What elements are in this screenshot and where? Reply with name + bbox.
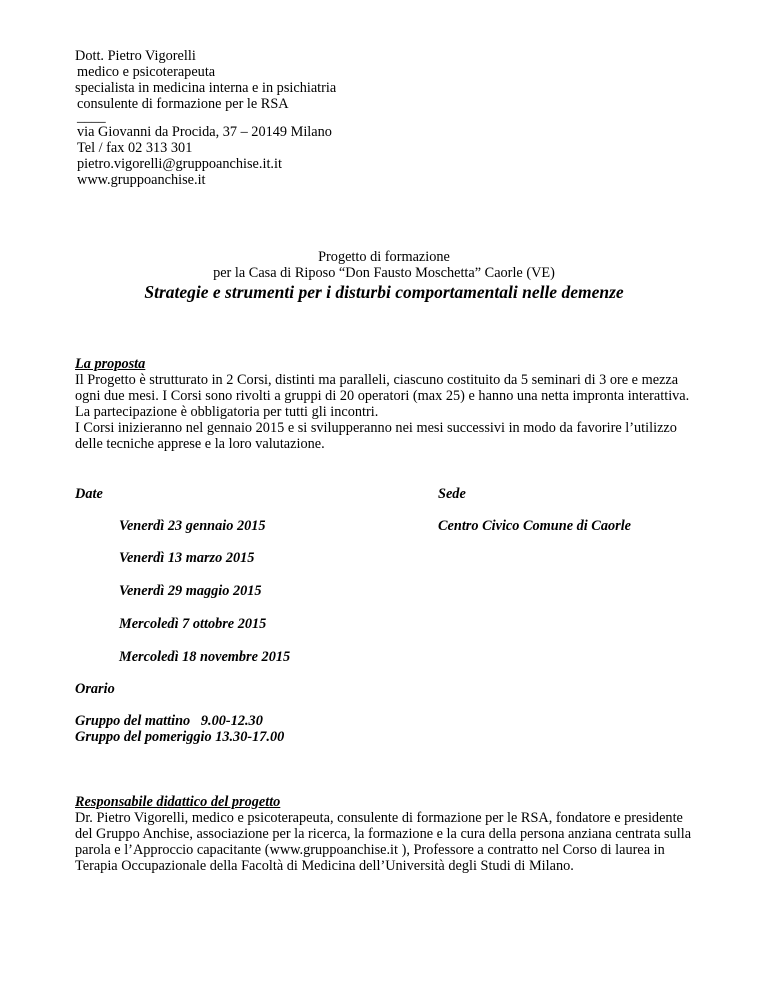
date-item: Venerdì 13 marzo 2015 <box>119 550 255 566</box>
proposal-paragraph-2: I Corsi inizieranno nel gennaio 2015 e si svilupperanno nei mesi successivi in modo da favorire l’utilizzo delle tecniche apprese e la loro valutazione. <box>75 420 677 452</box>
project-title: Strategie e strumenti per i disturbi comportamentali nelle demenze <box>144 282 624 302</box>
author-email: pietro.vigorelli@gruppoanchise.it.it <box>77 156 282 172</box>
date-item: Mercoledì 18 novembre 2015 <box>119 649 291 665</box>
responsible-heading: Responsabile didattico del progetto <box>75 794 281 810</box>
project-label: Progetto di formazione <box>318 249 450 265</box>
venue-value: Centro Civico Comune di Caorle <box>438 518 632 534</box>
author-role: consulente di formazione per le RSA <box>77 96 289 112</box>
responsible-text: Dr. Pietro Vigorelli, medico e psicoterapeuta, consulente di formazione per le RSA, fondatore e presidente del Gruppo Anchise, associazione per la ricerca, la formazione e la cura della persona anziana centrata sulla parola e l’Approccio capacitante (www.gruppoanchise.it ), Professore a contratto nel Corso di laurea in Terapia Occupazionale della Facoltà di Medicina dell’Università degli Studi di Milano. <box>75 810 692 874</box>
author-website: www.gruppoanchise.it <box>77 172 206 188</box>
date-item: Venerdì 29 maggio 2015 <box>119 583 262 599</box>
letterhead <box>75 48 336 188</box>
author-title: medico e psicoterapeuta <box>77 64 216 80</box>
dates-heading: Date <box>75 486 103 502</box>
proposal-heading: La proposta <box>75 356 146 372</box>
responsible-section <box>75 794 697 874</box>
author-specialization: specialista in medicina interna e in psichiatria <box>75 80 337 96</box>
date-item: Mercoledì 7 ottobre 2015 <box>119 616 267 632</box>
proposal-paragraph-1: Il Progetto è strutturato in 2 Corsi, distinti ma paralleli, ciascuno costituito da 5 seminari di 3 ore e mezza ogni due mesi. I Corsi sono rivolti a gruppi di 20 operatori (max 25) e hanno una netta impronta interattiva. La partecipazione è obbligatoria per tutti gli incontri. <box>75 372 690 420</box>
schedule-afternoon: Gruppo del pomeriggio 13.30-17.00 <box>75 729 285 745</box>
project-recipient: per la Casa di Riposo “Don Fausto Moschetta” Caorle (VE) <box>213 265 555 281</box>
author-address: via Giovanni da Procida, 37 – 20149 Milano <box>77 124 332 140</box>
schedule-morning: Gruppo del mattino 9.00-12.30 <box>75 713 263 729</box>
author-phone: Tel / fax 02 313 301 <box>77 140 193 156</box>
header-rule: ____ <box>77 109 106 125</box>
venue-heading: Sede <box>438 486 466 502</box>
proposal-section <box>75 356 697 452</box>
author-name: Dott. Pietro Vigorelli <box>75 48 196 64</box>
schedule-heading: Orario <box>75 681 115 697</box>
date-item: Venerdì 23 gennaio 2015 <box>119 518 266 534</box>
